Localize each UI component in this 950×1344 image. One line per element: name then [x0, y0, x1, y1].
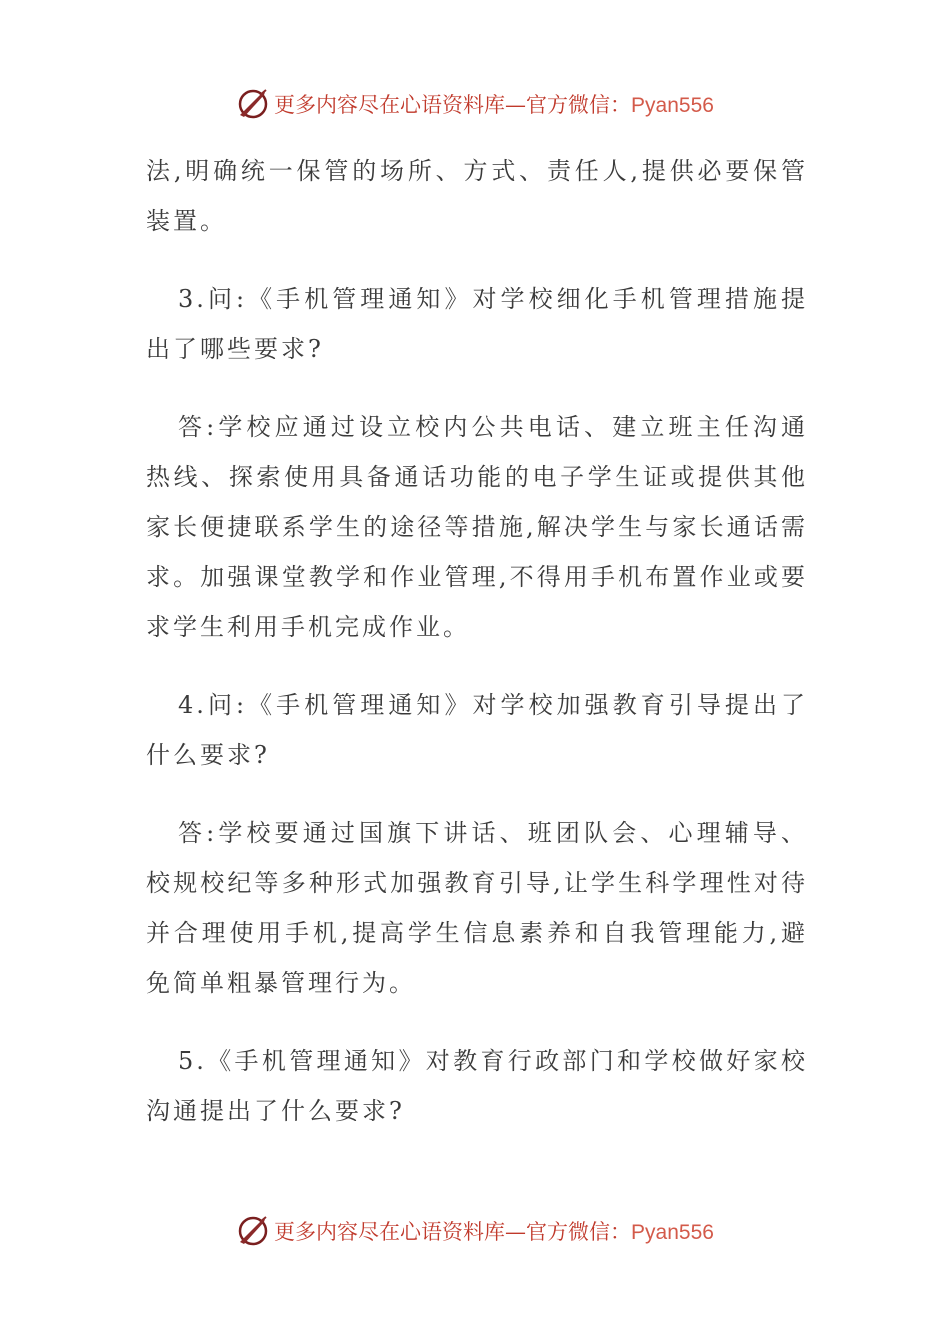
quill-logo-icon	[236, 1214, 270, 1248]
question-3: 3.问:《手机管理通知》对学校细化手机管理措施提出了哪些要求?	[146, 285, 808, 363]
question-4: 4.问:《手机管理通知》对学校加强教育引导提出了什么要求?	[146, 691, 808, 769]
header-banner-text: 更多内容尽在心语资料库—官方微信：Pyan556	[274, 93, 714, 117]
answer-3: 答:学校应通过设立校内公共电话、建立班主任沟通热线、探索使用具备通话功能的电子学生证或提供其他家长便捷联系学生的途径等措施,解决学生与家长通话需求。加强课堂教学和作业管理,不得用手机布置作业或要求学生利用手机完成作业。	[146, 413, 808, 641]
document-body	[146, 146, 808, 1164]
answer-4: 答:学校要通过国旗下讲话、班团队会、心理辅导、校规校纪等多种形式加强教育引导,让学生科学理性对待并合理使用手机,提高学生信息素养和自我管理能力,避免简单粗暴管理行为。	[146, 819, 808, 997]
footer-wechat-handle: Pyan556	[631, 1221, 714, 1244]
footer-banner	[0, 1211, 950, 1251]
footer-banner-text: 更多内容尽在心语资料库—官方微信：Pyan556	[274, 1220, 714, 1244]
quill-logo-icon	[236, 87, 270, 121]
header-wechat-handle: Pyan556	[631, 94, 714, 117]
paragraph-continuation: 法,明确统一保管的场所、方式、责任人,提供必要保管装置。	[146, 157, 808, 235]
question-5: 5.《手机管理通知》对教育行政部门和学校做好家校沟通提出了什么要求?	[146, 1047, 808, 1125]
header-banner	[0, 84, 950, 124]
